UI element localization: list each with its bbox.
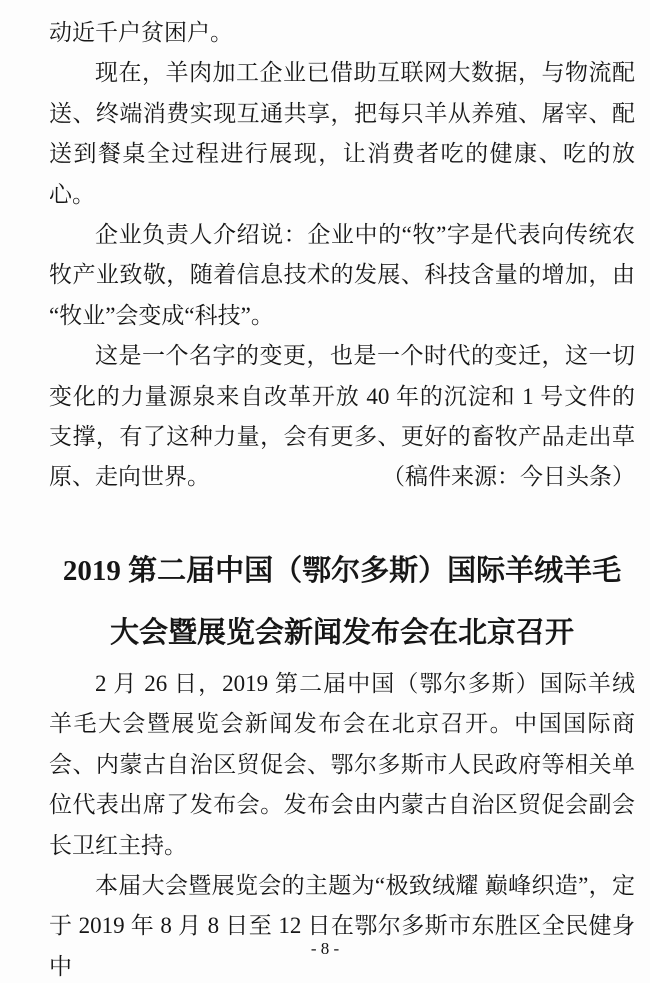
paragraph-with-credit — [49, 336, 635, 498]
page-content — [49, 0, 635, 983]
page-number: - 8 - — [310, 939, 340, 958]
article-title-line-1: 2019 第二届中国（鄂尔多斯）国际羊绒羊毛 — [62, 554, 622, 587]
paragraph: 企业负责人介绍说：企业中的“牧”字是代表向传统农牧产业致敬，随着信息技术的发展、科技含量的增加，由“牧业”会变成“科技”。 — [49, 222, 635, 328]
source-credit: （稿件来源：今日头条） — [382, 464, 635, 490]
article-title-line-2: 大会暨展览会新闻发布会在北京召开 — [109, 616, 574, 649]
article-title — [49, 540, 635, 664]
paragraph: 现在，羊肉加工企业已借助互联网大数据，与物流配送、终端消费实现互通共享，把每只羊从养殖、屠宰、配送到餐桌全过程进行展现，让消费者吃的健康、吃的放心。 — [49, 60, 635, 207]
paragraph-continued-from-previous-page: 动近千户贫困户。 — [49, 20, 233, 45]
paragraph-text: 这是一个名字的变更，也是一个时代的变迁，这一切变化的力量源泉来自改革开放 40 年的沉淀和 1 号文件的支撑，有了这种力量，会有更多、更好的畜牧产品走出草原、走向世界。 — [49, 343, 635, 490]
paragraph: 2 月 26 日，2019 第二届中国（鄂尔多斯）国际羊绒羊毛大会暨展览会新闻发布会在北京召开。中国国际商会、内蒙古自治区贸促会、鄂尔多斯市人民政府等相关单位代表出席了发布会。发布会由内蒙古自治区贸促会副会长卫红主持。 — [49, 670, 635, 858]
paragraph-cut-off-at-page-bottom: 本届大会暨展览会的主题为“极致绒耀 巅峰织造”，定于 2019 年 8 月 8 日至 12 日在鄂尔多斯市东胜区全民健身中 — [49, 872, 635, 979]
